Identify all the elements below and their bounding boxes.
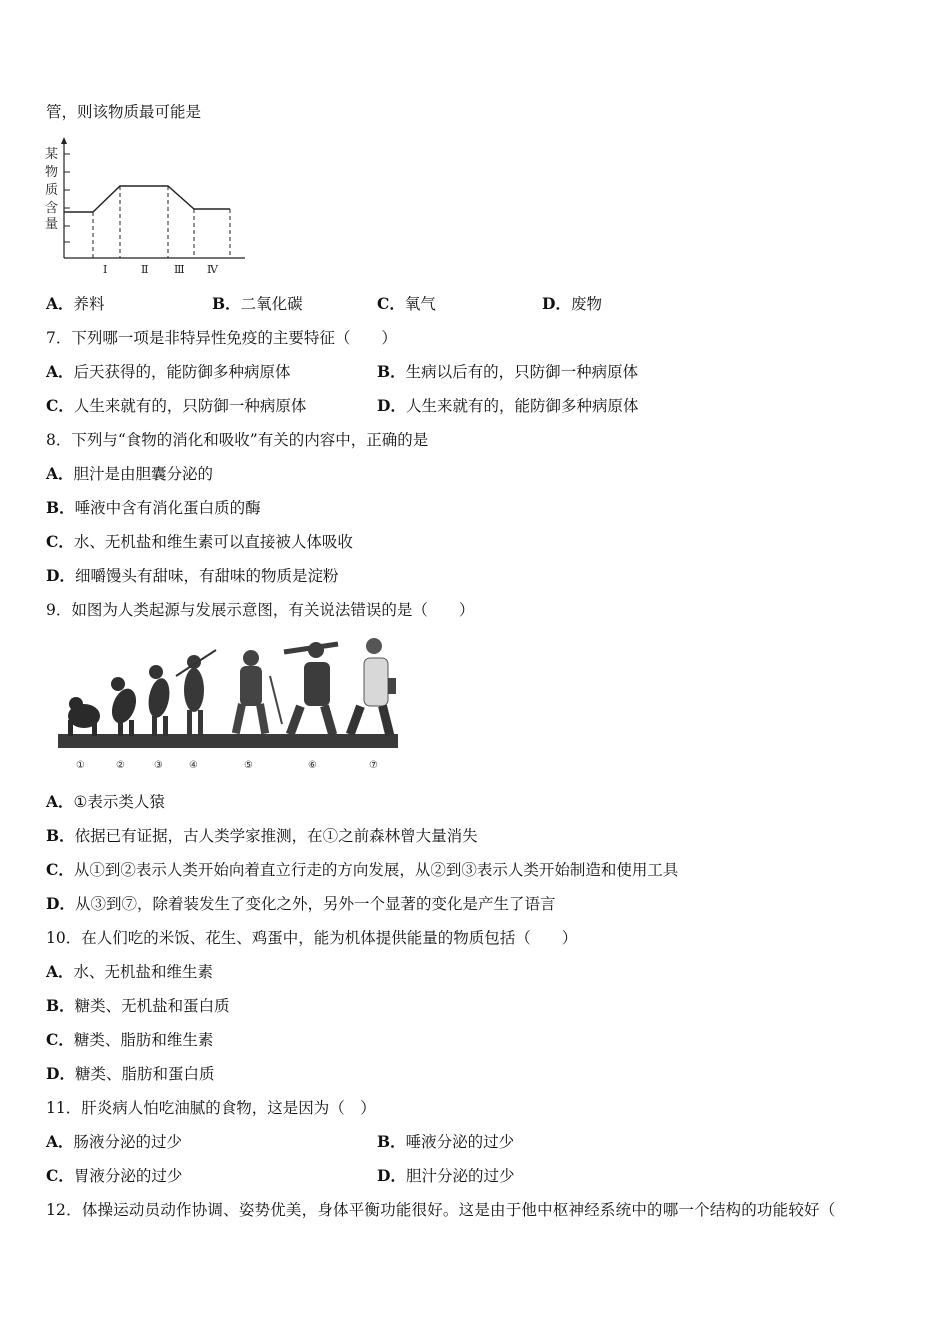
evolution-label: ⑦ xyxy=(369,760,378,771)
evolution-label: ⑤ xyxy=(244,760,253,771)
q8-option-b: B．唾液中含有消化蛋白质的酶 xyxy=(46,498,261,517)
q7-option-b: B．生病以后有的，只防御一种病原体 xyxy=(377,362,639,381)
chart-ylabel-char: 量 xyxy=(45,217,59,232)
q9-option-c: C．从①到②表示人类开始向着直立行走的方向发展，从②到③表示人类开始制造和使用工具 xyxy=(46,860,679,879)
q10-option-b: B．糖类、无机盐和蛋白质 xyxy=(46,996,230,1015)
substance-content-chart xyxy=(40,136,250,281)
q10-option-d: D．糖类、脂肪和蛋白质 xyxy=(46,1064,215,1083)
q11-option-d: D．胆汁分泌的过少 xyxy=(377,1166,515,1185)
q10-option-c: C．糖类、脂肪和维生素 xyxy=(46,1030,214,1049)
chart-x-tick-label: Ⅳ xyxy=(207,263,218,276)
human-evolution-figure xyxy=(56,636,401,776)
evolution-label: ④ xyxy=(189,760,198,771)
q8-option-a: A．胆汁是由胆囊分泌的 xyxy=(46,464,214,483)
chart-ylabel-char: 质 xyxy=(45,183,59,198)
evolution-ground xyxy=(58,734,398,748)
chart-content-line xyxy=(64,186,230,212)
chart-x-tick-label: Ⅱ xyxy=(141,263,149,276)
q11-stem: 11．肝炎病人怕吃油腻的食物，这是因为（ ） xyxy=(46,1099,376,1117)
q8-stem: 8．下列与“食物的消化和吸收”有关的内容中，正确的是 xyxy=(46,431,429,449)
q6-stem-tail: 管，则该物质最可能是 xyxy=(46,103,202,121)
figure-worker xyxy=(284,642,338,736)
q8-option-d: D．细嚼馒头有甜味，有甜味的物质是淀粉 xyxy=(46,566,339,585)
q6-option-d: D．废物 xyxy=(542,294,602,313)
q9-option-b: B．依据已有证据，古人类学家推测，在①之前森林曾大量消失 xyxy=(46,826,478,845)
chart-y-arrow xyxy=(61,137,67,144)
q7-stem: 7．下列哪一项是非特异性免疫的主要特征（ ） xyxy=(46,329,397,347)
q11-option-a: A．肠液分泌的过少 xyxy=(46,1132,183,1151)
q10-stem: 10．在人们吃的米饭、花生、鸡蛋中，能为机体提供能量的物质包括（ ） xyxy=(46,929,578,947)
evolution-label: ⑥ xyxy=(308,760,317,771)
q7-option-c: C．人生来就有的，只防御一种病原体 xyxy=(46,396,307,415)
q6-option-b: B．二氧化碳 xyxy=(212,294,303,313)
chart-ylabel-char: 物 xyxy=(45,165,59,180)
chart-ylabel-char: 某 xyxy=(45,147,59,162)
q7-option-d: D．人生来就有的，能防御多种病原体 xyxy=(377,396,639,415)
chart-x-tick-label: Ⅰ xyxy=(103,263,108,276)
figure-early-modern-human xyxy=(232,650,282,734)
evolution-label: ① xyxy=(76,760,85,771)
q9-option-a: A．①表示类人猿 xyxy=(46,792,165,811)
evolution-label: ③ xyxy=(154,760,163,771)
q6-option-a: A．养料 xyxy=(46,294,105,313)
q12-stem: 12．体操运动员动作协调、姿势优美，身体平衡功能很好。这是由于他中枢神经系统中的哪一个结构的功能较好（ xyxy=(46,1201,836,1219)
chart-ylabel-char: 含 xyxy=(45,201,59,216)
figure-early-hominid xyxy=(108,677,141,736)
q11-option-c: C．胃液分泌的过少 xyxy=(46,1166,183,1185)
figure-homo-erectus xyxy=(176,650,216,736)
q8-option-c: C．水、无机盐和维生素可以直接被人体吸收 xyxy=(46,532,353,551)
evolution-label: ② xyxy=(116,760,125,771)
q9-option-d: D．从③到⑦，除着装发生了变化之外，另外一个显著的变化是产生了语言 xyxy=(46,894,556,913)
q6-option-c: C．氧气 xyxy=(377,294,436,313)
q7-option-a: A．后天获得的，能防御多种病原体 xyxy=(46,362,291,381)
figure-modern-man xyxy=(346,638,396,736)
q10-option-a: A．水、无机盐和维生素 xyxy=(46,962,214,981)
figure-homo-habilis xyxy=(146,665,173,736)
figure-ape xyxy=(68,697,100,736)
q9-stem: 9．如图为人类起源与发展示意图，有关说法错误的是（ ） xyxy=(46,601,475,619)
q11-option-b: B．唾液分泌的过少 xyxy=(377,1132,515,1151)
chart-x-tick-label: Ⅲ xyxy=(174,263,185,276)
